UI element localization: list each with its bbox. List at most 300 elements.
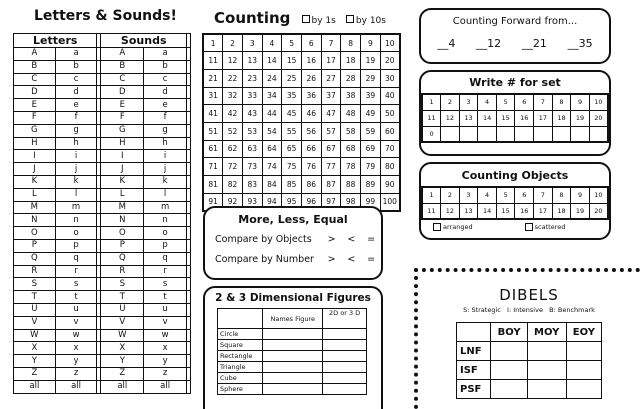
lowercase-sound: n [144, 214, 187, 227]
number-cell[interactable]: 42 [223, 105, 243, 123]
set-cell[interactable]: 1 [422, 94, 441, 110]
number-cell[interactable]: 54 [262, 122, 282, 140]
number-cell[interactable]: 58 [341, 122, 361, 140]
check-cell[interactable] [187, 188, 191, 201]
check-cell[interactable] [187, 214, 191, 227]
letter-row [14, 111, 191, 124]
check-cell[interactable] [187, 175, 191, 188]
number-cell[interactable]: 9 [361, 34, 381, 52]
letter-row [14, 124, 191, 137]
by-1s-label: by 1s [311, 16, 336, 26]
figure-row [218, 340, 367, 351]
set-cell[interactable]: 8 [552, 187, 571, 203]
set-cell[interactable]: 12 [441, 110, 460, 126]
number-cell[interactable]: 93 [242, 193, 262, 211]
number-cell[interactable]: 68 [341, 140, 361, 158]
all-cell: all [55, 380, 97, 393]
lowercase-sound: p [144, 239, 187, 252]
lowercase-sound: t [144, 291, 187, 304]
letter-row [14, 278, 191, 291]
set-cell[interactable]: 11 [422, 203, 441, 219]
number-cell[interactable]: 15 [282, 52, 302, 70]
number-cell[interactable]: 56 [301, 122, 321, 140]
number-cell[interactable]: 6 [301, 34, 321, 52]
number-cell[interactable]: 38 [341, 87, 361, 105]
set-cell[interactable]: 8 [552, 94, 571, 110]
number-cell[interactable]: 60 [380, 122, 400, 140]
number-cell[interactable]: 44 [262, 105, 282, 123]
lowercase-letter: c [55, 73, 97, 86]
counting-header [214, 8, 386, 27]
letters-column-header: Letters [14, 34, 97, 48]
set-cell[interactable]: 13 [459, 203, 478, 219]
number-cell[interactable]: 82 [223, 176, 243, 194]
lowercase-sound: o [144, 227, 187, 240]
lowercase-letter: u [55, 303, 97, 316]
number-cell[interactable]: 47 [321, 105, 341, 123]
dibels-table [456, 322, 602, 399]
number-cell[interactable]: 53 [242, 122, 262, 140]
number-cell[interactable]: 76 [301, 158, 321, 176]
number-cell[interactable]: 80 [380, 158, 400, 176]
number-cell[interactable]: 19 [361, 52, 381, 70]
forward-item: __12 [476, 37, 502, 50]
number-cell[interactable]: 100 [380, 193, 400, 211]
check-cell[interactable] [187, 150, 191, 163]
number-cell[interactable]: 10 [380, 34, 400, 52]
number-cell[interactable]: 81 [203, 176, 223, 194]
number-cell[interactable]: 17 [321, 52, 341, 70]
set-cell[interactable]: 20 [589, 203, 608, 219]
uppercase-sound: N [101, 214, 144, 227]
uppercase-letter: M [14, 201, 56, 214]
number-cell[interactable]: 5 [282, 34, 302, 52]
set-cell[interactable]: 14 [478, 203, 497, 219]
letter-row [14, 73, 191, 86]
number-cell[interactable]: 8 [341, 34, 361, 52]
number-cell[interactable]: 98 [341, 193, 361, 211]
dibels-title: DIBELS [499, 286, 559, 304]
check-cell[interactable] [187, 355, 191, 368]
number-cell[interactable]: 87 [321, 176, 341, 194]
dibels-row-label: PSF [457, 380, 491, 399]
set-cell[interactable]: 18 [552, 110, 571, 126]
set-cell[interactable]: 3 [459, 94, 478, 110]
uppercase-letter: J [14, 163, 56, 176]
number-cell[interactable]: 91 [203, 193, 223, 211]
number-cell[interactable]: 63 [242, 140, 262, 158]
lowercase-sound: h [144, 137, 187, 150]
arranged-checkbox[interactable] [433, 223, 441, 231]
set-cell[interactable]: 18 [552, 203, 571, 219]
number-cell[interactable]: 24 [262, 69, 282, 87]
figure-name: Rectangle [218, 351, 263, 362]
lowercase-sound: i [144, 150, 187, 163]
by-10s-checkbox[interactable] [346, 15, 354, 23]
figure-name-cell[interactable] [263, 384, 323, 395]
sounds-column-header: Sounds [101, 34, 187, 48]
dibels-score-cell[interactable] [527, 361, 566, 380]
compare-objects-label: Compare by Objects [215, 234, 312, 245]
number-cell[interactable]: 95 [282, 193, 302, 211]
number-cell[interactable]: 94 [262, 193, 282, 211]
number-cell[interactable]: 16 [301, 52, 321, 70]
set-cell[interactable]: 19 [571, 203, 590, 219]
set-cell[interactable]: 15 [496, 110, 515, 126]
set-cell[interactable]: 9 [571, 187, 590, 203]
number-cell[interactable]: 73 [242, 158, 262, 176]
dibels-score-cell[interactable] [491, 342, 527, 361]
lowercase-letter: q [55, 252, 97, 265]
set-cell[interactable]: 7 [534, 94, 553, 110]
lowercase-sound: r [144, 265, 187, 278]
number-cell[interactable]: 92 [223, 193, 243, 211]
number-cell[interactable]: 61 [203, 140, 223, 158]
number-cell[interactable]: 51 [203, 122, 223, 140]
more-less-equal-box [203, 206, 383, 280]
number-cell[interactable]: 36 [301, 87, 321, 105]
number-cell[interactable]: 31 [203, 87, 223, 105]
number-cell[interactable]: 89 [361, 176, 381, 194]
check-cell[interactable] [187, 86, 191, 99]
check-cell[interactable] [187, 367, 191, 380]
number-cell[interactable]: 86 [301, 176, 321, 194]
number-cell[interactable]: 52 [223, 122, 243, 140]
set-cell[interactable]: 19 [571, 110, 590, 126]
number-cell[interactable]: 32 [223, 87, 243, 105]
letter-row [14, 214, 191, 227]
check-cell[interactable] [187, 99, 191, 112]
check-cell[interactable] [187, 111, 191, 124]
number-cell[interactable]: 49 [361, 105, 381, 123]
lowercase-letter: n [55, 214, 97, 227]
dibels-score-cell[interactable] [527, 342, 566, 361]
lowercase-letter: l [55, 188, 97, 201]
number-cell[interactable]: 64 [262, 140, 282, 158]
set-cell[interactable]: 4 [478, 94, 497, 110]
letter-row [14, 60, 191, 73]
dibels-score-cell[interactable] [566, 361, 601, 380]
number-cell[interactable]: 75 [282, 158, 302, 176]
set-cell[interactable]: 0 [422, 126, 441, 142]
set-cell[interactable]: 1 [422, 187, 441, 203]
uppercase-sound: C [101, 73, 144, 86]
uppercase-sound: G [101, 124, 144, 137]
number-cell[interactable]: 55 [282, 122, 302, 140]
set-cell[interactable] [459, 126, 478, 142]
dibels-box [414, 268, 640, 409]
number-cell[interactable]: 35 [282, 87, 302, 105]
lowercase-sound: a [144, 48, 187, 61]
check-cell[interactable] [187, 291, 191, 304]
number-cell[interactable]: 85 [282, 176, 302, 194]
lowercase-letter: k [55, 175, 97, 188]
lowercase-letter: e [55, 99, 97, 112]
figure-name-cell[interactable] [263, 340, 323, 351]
set-cell[interactable]: 15 [496, 203, 515, 219]
check-cell[interactable] [187, 163, 191, 176]
dibels-score-cell[interactable] [566, 380, 601, 399]
dibels-score-cell[interactable] [566, 342, 601, 361]
number-cell[interactable]: 70 [380, 140, 400, 158]
hundreds-row [203, 52, 400, 70]
letter-row [14, 303, 191, 316]
letter-row [14, 342, 191, 355]
number-cell[interactable]: 88 [341, 176, 361, 194]
set-cell[interactable] [534, 126, 553, 142]
number-cell[interactable]: 96 [301, 193, 321, 211]
check-cell[interactable] [187, 137, 191, 150]
number-cell[interactable]: 79 [361, 158, 381, 176]
uppercase-letter: G [14, 124, 56, 137]
check-cell[interactable] [187, 278, 191, 291]
figure-row [218, 362, 367, 373]
check-cell[interactable] [187, 316, 191, 329]
figure-dimension-cell[interactable] [323, 351, 367, 362]
number-cell[interactable]: 57 [321, 122, 341, 140]
figures-corner [218, 309, 263, 329]
uppercase-sound: F [101, 111, 144, 124]
uppercase-sound: V [101, 316, 144, 329]
letter-row [14, 227, 191, 240]
by-1s-checkbox[interactable] [302, 15, 310, 23]
uppercase-sound: H [101, 137, 144, 150]
figure-dimension-cell[interactable] [323, 384, 367, 395]
set-cell[interactable] [496, 126, 515, 142]
number-cell[interactable]: 26 [301, 69, 321, 87]
counting-objects-box [419, 162, 611, 240]
set-cell[interactable]: 6 [515, 187, 534, 203]
number-cell[interactable]: 3 [242, 34, 262, 52]
check-cell[interactable] [187, 60, 191, 73]
number-cell[interactable]: 78 [341, 158, 361, 176]
number-cell[interactable]: 46 [301, 105, 321, 123]
number-cell[interactable]: 62 [223, 140, 243, 158]
dibels-score-cell[interactable] [491, 361, 527, 380]
check-cell[interactable] [187, 265, 191, 278]
set-cell[interactable]: 10 [589, 94, 608, 110]
number-cell[interactable]: 39 [361, 87, 381, 105]
check-cell[interactable] [187, 380, 191, 393]
hundreds-row [203, 105, 400, 123]
dimension-header: 2D or 3 D [323, 309, 367, 329]
set-cell[interactable]: 5 [496, 187, 515, 203]
number-cell[interactable]: 67 [321, 140, 341, 158]
check-cell[interactable] [187, 252, 191, 265]
check-cell[interactable] [187, 303, 191, 316]
counting-forward-box [419, 8, 611, 64]
figures-box [203, 286, 383, 409]
uppercase-letter: E [14, 99, 56, 112]
set-cell[interactable]: 9 [571, 94, 590, 110]
set-cell[interactable]: 16 [515, 110, 534, 126]
set-cell[interactable] [441, 126, 460, 142]
number-cell[interactable]: 84 [262, 176, 282, 194]
forward-item: __4 [437, 37, 456, 50]
number-cell[interactable]: 40 [380, 87, 400, 105]
number-cell[interactable]: 18 [341, 52, 361, 70]
uppercase-sound: R [101, 265, 144, 278]
set-cell[interactable]: 20 [589, 110, 608, 126]
figure-dimension-cell[interactable] [323, 340, 367, 351]
number-cell[interactable]: 45 [282, 105, 302, 123]
set-row [422, 94, 608, 110]
equal-symbol: = [367, 254, 376, 265]
header-spacer [187, 34, 191, 48]
set-cell[interactable] [515, 126, 534, 142]
figure-name-cell[interactable] [263, 362, 323, 373]
number-cell[interactable]: 74 [262, 158, 282, 176]
lowercase-letter: z [55, 367, 97, 380]
figures-header-row [218, 309, 367, 329]
set-cell[interactable]: 7 [534, 187, 553, 203]
number-cell[interactable]: 7 [321, 34, 341, 52]
number-cell[interactable]: 59 [361, 122, 381, 140]
letter-row [14, 316, 191, 329]
dibels-row-label: LNF [457, 342, 491, 361]
letter-row [14, 137, 191, 150]
letters-footer-row [14, 380, 191, 393]
set-cell[interactable]: 10 [589, 187, 608, 203]
figure-row [218, 329, 367, 340]
number-cell[interactable]: 83 [242, 176, 262, 194]
letter-row [14, 48, 191, 61]
set-cell[interactable]: 6 [515, 94, 534, 110]
number-cell[interactable]: 29 [361, 69, 381, 87]
uppercase-letter: X [14, 342, 56, 355]
uppercase-sound: D [101, 86, 144, 99]
lowercase-letter: p [55, 239, 97, 252]
names-figure-header: Names Figure [263, 309, 323, 329]
set-cell[interactable]: 17 [534, 203, 553, 219]
set-cell[interactable]: 4 [478, 187, 497, 203]
uppercase-letter: Y [14, 355, 56, 368]
letter-row [14, 86, 191, 99]
set-cell[interactable]: 11 [422, 110, 441, 126]
set-cell[interactable]: 16 [515, 203, 534, 219]
set-cell[interactable]: 14 [478, 110, 497, 126]
number-cell[interactable]: 48 [341, 105, 361, 123]
number-cell[interactable]: 22 [223, 69, 243, 87]
set-cell[interactable]: 5 [496, 94, 515, 110]
number-cell[interactable]: 25 [282, 69, 302, 87]
uppercase-letter: C [14, 73, 56, 86]
check-cell[interactable] [187, 239, 191, 252]
check-cell[interactable] [187, 201, 191, 214]
number-cell[interactable]: 41 [203, 105, 223, 123]
number-cell[interactable]: 65 [282, 140, 302, 158]
number-cell[interactable]: 97 [321, 193, 341, 211]
set-cell[interactable]: 2 [441, 94, 460, 110]
equal-symbol: = [367, 234, 376, 245]
dibels-corner [457, 323, 491, 342]
dibels-score-cell[interactable] [527, 380, 566, 399]
number-cell[interactable]: 30 [380, 69, 400, 87]
number-cell[interactable]: 71 [203, 158, 223, 176]
lowercase-sound: f [144, 111, 187, 124]
number-cell[interactable]: 69 [361, 140, 381, 158]
number-cell[interactable]: 66 [301, 140, 321, 158]
number-cell[interactable]: 28 [341, 69, 361, 87]
letter-row [14, 201, 191, 214]
figure-dimension-cell[interactable] [323, 373, 367, 384]
set-cell[interactable] [478, 126, 497, 142]
check-cell[interactable] [187, 329, 191, 342]
number-cell[interactable]: 12 [223, 52, 243, 70]
mle-title: More, Less, Equal [238, 213, 348, 226]
counting-objects-options [433, 223, 609, 231]
check-cell[interactable] [187, 227, 191, 240]
number-cell[interactable]: 21 [203, 69, 223, 87]
number-cell[interactable]: 50 [380, 105, 400, 123]
dibels-row-label: ISF [457, 361, 491, 380]
number-cell[interactable]: 99 [361, 193, 381, 211]
check-cell[interactable] [187, 73, 191, 86]
set-cell[interactable] [589, 126, 608, 142]
set-cell[interactable] [552, 126, 571, 142]
number-cell[interactable]: 2 [223, 34, 243, 52]
number-cell[interactable]: 72 [223, 158, 243, 176]
uppercase-letter: F [14, 111, 56, 124]
set-cell[interactable]: 3 [459, 187, 478, 203]
number-cell[interactable]: 20 [380, 52, 400, 70]
number-cell[interactable]: 1 [203, 34, 223, 52]
number-cell[interactable]: 37 [321, 87, 341, 105]
uppercase-sound: E [101, 99, 144, 112]
uppercase-letter: I [14, 150, 56, 163]
lowercase-sound: d [144, 86, 187, 99]
number-cell[interactable]: 27 [321, 69, 341, 87]
uppercase-sound: J [101, 163, 144, 176]
figure-dimension-cell[interactable] [323, 329, 367, 340]
number-cell[interactable]: 11 [203, 52, 223, 70]
number-cell[interactable]: 43 [242, 105, 262, 123]
check-cell[interactable] [187, 48, 191, 61]
uppercase-letter: T [14, 291, 56, 304]
uppercase-sound: B [101, 60, 144, 73]
set-cell[interactable]: 13 [459, 110, 478, 126]
figure-dimension-cell[interactable] [323, 362, 367, 373]
dibels-score-cell[interactable] [491, 380, 527, 399]
number-cell[interactable]: 4 [262, 34, 282, 52]
set-cell[interactable]: 2 [441, 187, 460, 203]
figure-name-cell[interactable] [263, 329, 323, 340]
set-cell[interactable]: 12 [441, 203, 460, 219]
letter-row [14, 265, 191, 278]
hundreds-row [203, 158, 400, 176]
dibels-column-header: MOY [527, 323, 566, 342]
lowercase-sound: l [144, 188, 187, 201]
scattered-checkbox[interactable] [525, 223, 533, 231]
number-cell[interactable]: 14 [262, 52, 282, 70]
number-cell[interactable]: 13 [242, 52, 262, 70]
dibels-header-row [457, 323, 602, 342]
number-cell[interactable]: 90 [380, 176, 400, 194]
set-cell[interactable]: 17 [534, 110, 553, 126]
number-cell[interactable]: 33 [242, 87, 262, 105]
check-cell[interactable] [187, 124, 191, 137]
set-cell[interactable] [571, 126, 590, 142]
figures-table [217, 308, 367, 395]
counting-objects-grid [421, 186, 609, 220]
number-cell[interactable]: 23 [242, 69, 262, 87]
mle-line-number [215, 254, 381, 265]
number-cell[interactable]: 77 [321, 158, 341, 176]
number-cell[interactable]: 34 [262, 87, 282, 105]
figure-name-cell[interactable] [263, 351, 323, 362]
figure-name-cell[interactable] [263, 373, 323, 384]
check-cell[interactable] [187, 342, 191, 355]
